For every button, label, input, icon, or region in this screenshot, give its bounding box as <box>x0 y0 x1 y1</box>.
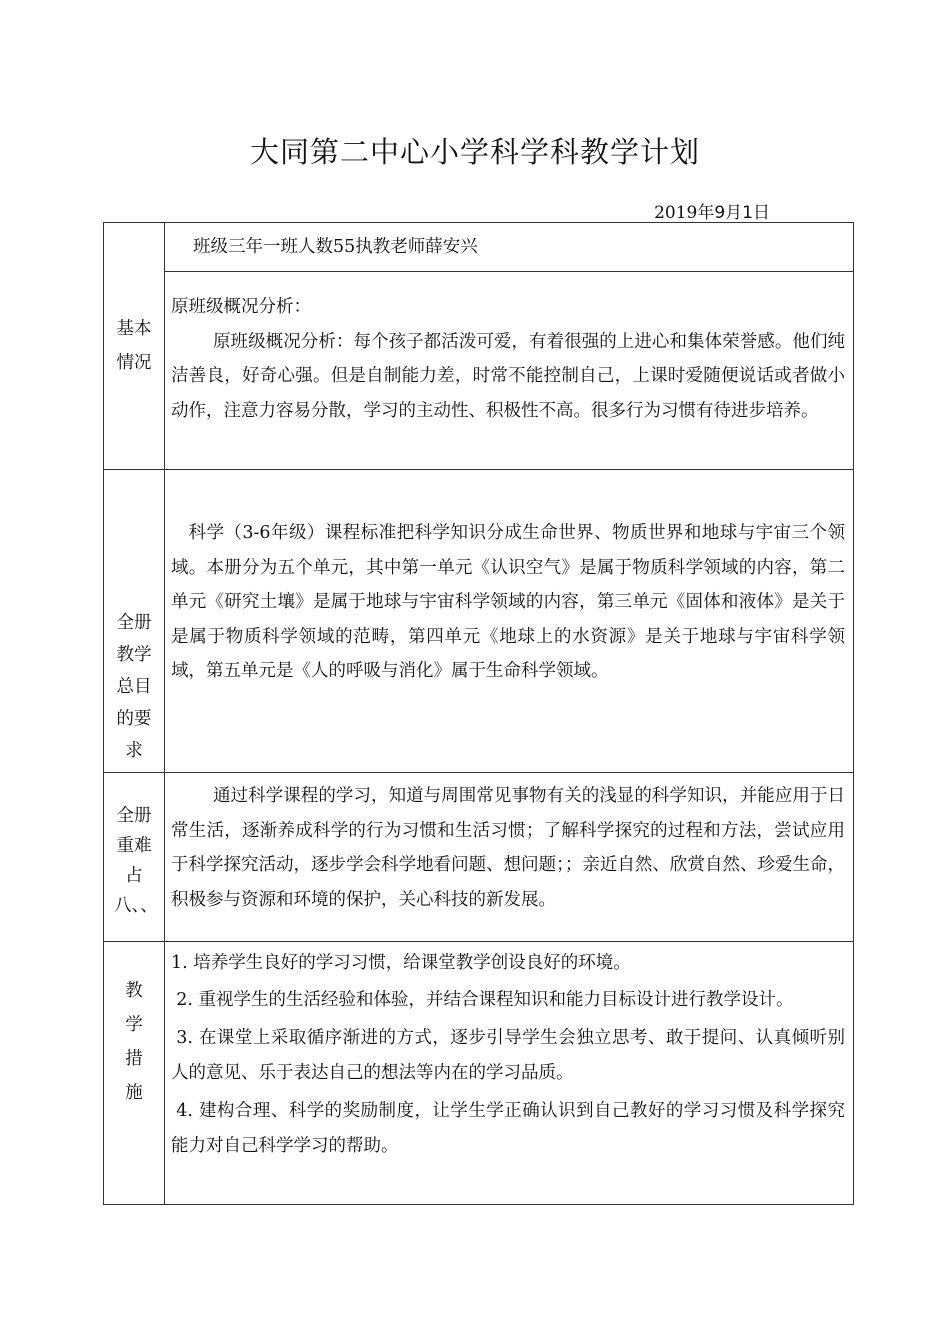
label-cell-basic <box>104 223 165 470</box>
label-cell-goals <box>104 470 165 773</box>
class-info: 班级三年一班人数55执教老师薛安兴 <box>193 236 478 257</box>
goals-cell <box>165 470 854 773</box>
row-measures <box>104 942 854 1205</box>
row-key-points <box>104 773 854 942</box>
measure-item-3: 3. 在课堂上采取循序渐进的方式，逐步引导学生会独立思考、敢于提问、认真倾听别人的意见、乐于表达自己的想法等内在的学习品质。 <box>171 1028 845 1083</box>
date-day-suffix: 日 <box>753 203 770 223</box>
label-cell-key-points <box>104 773 165 942</box>
key-points-cell <box>165 773 854 942</box>
date-day: 1 <box>742 203 753 223</box>
measure-item-4: 4. 建构合理、科学的奖励制度，让学生学正确认识到自己教好的学习习惯及科学探究能力对自己科学学习的帮助。 <box>171 1101 845 1156</box>
row-class-info <box>104 223 854 272</box>
goals-body: 科学（3-6年级）课程标准把科学知识分成生命世界、物质世界和地球与宇宙三个领域。本册分为五个单元，其中第一单元《认识空气》是属于物质科学领域的内容，第二单元《研究土壤》是属于地球与宇宙科学领域的内容，第三单元《固体和液体》是关于是属于物质科学领域的范畴，第四单元《地球上的水资源》是关于地球与宇宙科学领域，第五单元是《人的呼吸与消化》属于生命科学领域。 <box>171 523 845 681</box>
label-goals: 全册教学总目的要求 <box>116 613 152 761</box>
date-month-suffix: 月 <box>725 203 743 223</box>
label-basic: 基本情况 <box>116 319 152 373</box>
analysis-cell <box>165 272 854 470</box>
measures-cell <box>165 942 854 1205</box>
label-measures: 教学措施 <box>125 981 143 1103</box>
label-key-points: 全册重难占八、、 <box>114 806 158 916</box>
measure-item-2: 2. 重视学生的生活经验和体验，并结合课程知识和能力目标设计进行教学设计。 <box>176 989 794 1010</box>
date-year: 2019 <box>654 203 698 223</box>
row-goals <box>104 470 854 773</box>
date-month: 9 <box>714 203 726 223</box>
analysis-body: 原班级概况分析：每个孩子都活泼可爱，有着很强的上进心和集体荣誉感。他们纯洁善良，好奇心强。但是自制能力差，时常不能控制自己，上课时爱随便说话或者做小动作，注意力容易分散，学习的主动性、积极性不高。很多行为习惯有待进步培养。 <box>171 331 845 421</box>
document-date <box>654 198 770 223</box>
row-analysis <box>104 272 854 470</box>
page-title: 大同第二中心小学科学科教学计划 <box>249 135 700 169</box>
class-info-cell <box>165 223 854 272</box>
measure-item-1: 1. 培养学生良好的学习习惯，给课堂教学创设良好的环境。 <box>171 953 631 973</box>
key-points-body: 通过科学课程的学习，知道与周围常见事物有关的浅显的科学知识，并能应用于日常生活，逐渐养成科学的行为习惯和生活习惯；了解科学探究的过程和方法，尝试应用于科学探究活动，逐步学会科学地看问题、想问题；；亲近自然、欣赏自然、珍爱生命，积极参与资源和环境的保护，关心科技的新发展。 <box>171 786 845 910</box>
label-cell-measures <box>104 942 165 1205</box>
date-year-suffix: 年 <box>697 203 715 223</box>
plan-table <box>103 222 854 1205</box>
analysis-heading: 原班级概况分析： <box>171 297 311 317</box>
